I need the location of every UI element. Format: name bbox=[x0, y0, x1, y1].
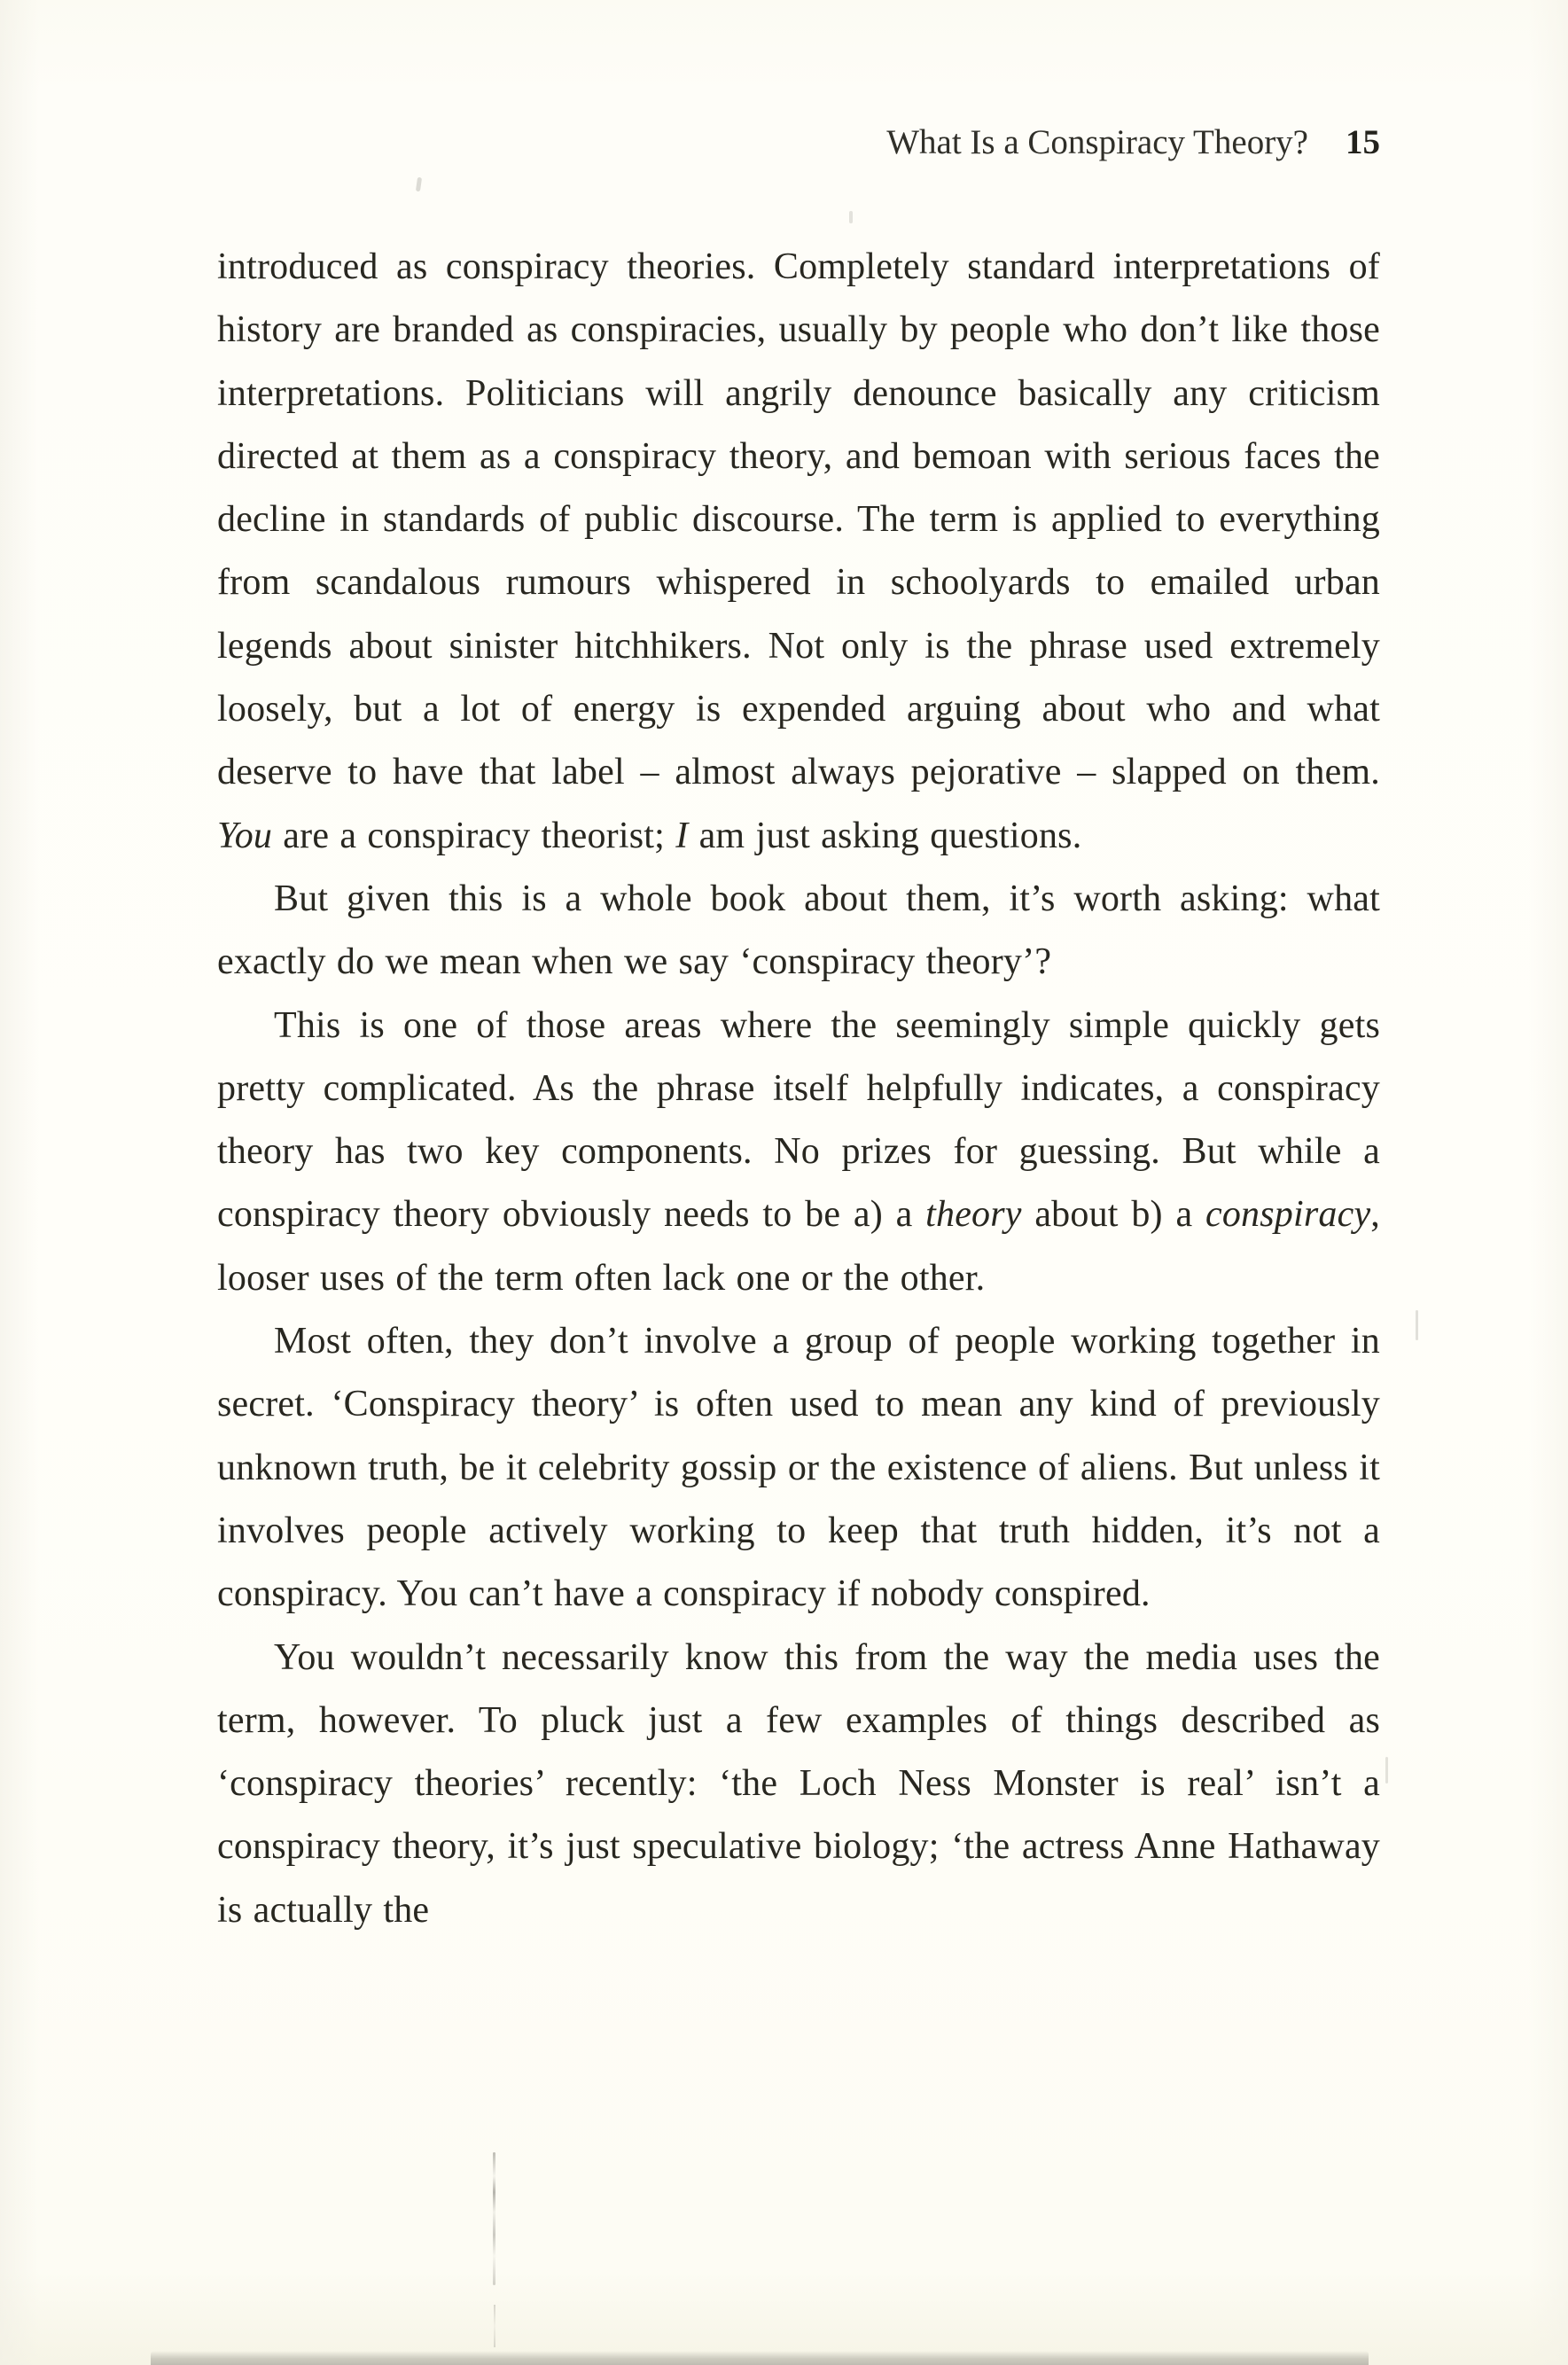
paragraph bbox=[217, 236, 1380, 868]
text-run: Most often, they don’t involve a group of people working together in secret. ‘Conspiracy theory’ is often used to mean any kind of previously unknown truth, be it celebrity gossip or the existence of aliens. But unless it involves people actively working to keep that truth hidden, it’s not a conspiracy. You can’t have a conspiracy if nobody conspired. bbox=[217, 1321, 1380, 1615]
scan-artifact-streak bbox=[493, 2152, 495, 2285]
text-run: But given this is a whole book about them, it’s worth asking: what exactly do we mean when we say ‘conspiracy theory’? bbox=[217, 878, 1380, 983]
text-run: are a conspiracy theorist; bbox=[272, 815, 676, 856]
page-body bbox=[217, 236, 1380, 1942]
text-run: about b) a bbox=[1021, 1194, 1205, 1236]
scan-artifact-speck bbox=[1416, 1310, 1418, 1340]
italic-text-run: I bbox=[675, 815, 689, 856]
italic-text-run: conspiracy bbox=[1205, 1194, 1371, 1236]
running-header bbox=[886, 122, 1380, 163]
scan-artifact-speck bbox=[416, 177, 422, 192]
text-run: introduced as conspiracy theories. Completely standard interpretations of history are branded as conspiracies, usually by people who don’t like those interpretations. Politicians will angrily denounce basically any criticism directed at them as a conspiracy theory, and bemoan with serious faces the decline in standards of public discourse. The term is applied to everything from scandalous rumours whispered in schoolyards to emailed urban legends about sinister hitchhikers. Not only is the phrase used extremely loosely, but a lot of energy is expended arguing about who and what deserve to have that label – almost always pejorative – slapped on them. bbox=[217, 246, 1380, 793]
text-run: , looser uses of the term often lack one or the other. bbox=[217, 1194, 1380, 1299]
scan-artifact-speck bbox=[849, 211, 853, 223]
text-run: This is one of those areas where the seemingly simple quickly gets pretty complicated. As the phrase itself helpfully indicates, a conspiracy theory has two key components. No prizes for guessing. But while a conspiracy theory obviously needs to be a) a bbox=[217, 1004, 1380, 1236]
italic-text-run: You bbox=[217, 815, 273, 856]
paragraph bbox=[217, 1627, 1380, 1942]
paragraph bbox=[217, 868, 1380, 995]
scan-artifact-speck bbox=[1385, 1757, 1388, 1784]
text-run: You wouldn’t necessarily know this from the way the media uses the term, however. To pluck just a few examples of things described as ‘conspiracy theories’ recently: ‘the Loch Ness Monster is real’ isn’t a conspiracy theory, it’s just speculative biology; ‘the actress Anne Hathaway is actually the bbox=[217, 1636, 1380, 1931]
italic-text-run: theory bbox=[925, 1194, 1022, 1236]
page-number: 15 bbox=[1346, 123, 1380, 161]
paragraph bbox=[217, 1310, 1380, 1626]
scan-artifact-streak bbox=[494, 2305, 495, 2347]
text-run: am just asking questions. bbox=[688, 815, 1082, 856]
chapter-title: What Is a Conspiracy Theory? bbox=[886, 123, 1308, 161]
paragraph bbox=[217, 995, 1380, 1310]
scan-edge-shadow bbox=[151, 2351, 1369, 2365]
